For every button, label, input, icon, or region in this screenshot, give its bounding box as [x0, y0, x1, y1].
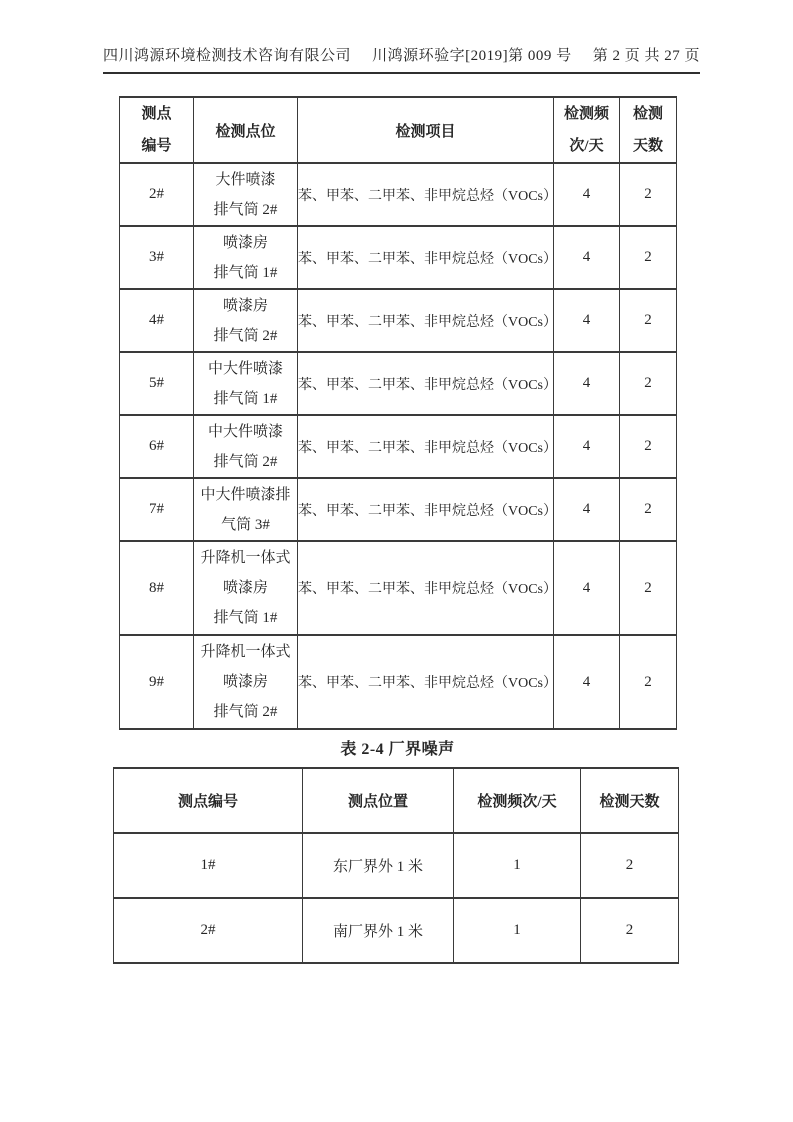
- table-row: [120, 163, 677, 226]
- cell-items: 苯、甲苯、二甲苯、非甲烷总烃（VOCs）: [298, 541, 554, 635]
- cell-days: 2: [620, 352, 677, 415]
- cell-frequency: 4: [554, 635, 620, 729]
- location-line: 喷漆房: [222, 297, 268, 314]
- cell-days: 2: [620, 478, 677, 541]
- cell-days: 2: [581, 833, 679, 898]
- cell-frequency: 1: [454, 898, 581, 963]
- cell-days: 2: [620, 289, 677, 352]
- cell-days: 2: [620, 541, 677, 635]
- monitoring-points-table: [119, 96, 677, 730]
- header-days: [620, 97, 677, 163]
- cell-location: [194, 352, 298, 415]
- cell-point-id: 9#: [120, 635, 194, 729]
- location-line: 气筒 3#: [221, 516, 270, 533]
- header-location: 测点位置: [303, 768, 454, 833]
- header-line: 测点: [141, 106, 172, 122]
- cell-items: 苯、甲苯、二甲苯、非甲烷总烃（VOCs）: [298, 635, 554, 729]
- table-row: [120, 478, 677, 541]
- location-line: 中大件喷漆: [207, 360, 283, 377]
- header-line: 天数: [632, 138, 663, 154]
- cell-items: 苯、甲苯、二甲苯、非甲烷总烃（VOCs）: [298, 226, 554, 289]
- cell-point-id: 5#: [120, 352, 194, 415]
- cell-location: [194, 478, 298, 541]
- location-line: 排气筒 2#: [213, 327, 278, 344]
- table-row: [120, 635, 677, 729]
- cell-point-id: 2#: [114, 898, 303, 963]
- cell-frequency: 4: [554, 226, 620, 289]
- cell-frequency: 1: [454, 833, 581, 898]
- header-line: 检测: [632, 106, 663, 122]
- cell-location: 东厂界外 1 米: [303, 833, 454, 898]
- header-point-id: [120, 97, 194, 163]
- header-items: 检测项目: [298, 97, 554, 163]
- location-line: 中大件喷漆排: [200, 486, 291, 503]
- cell-days: 2: [620, 635, 677, 729]
- cell-frequency: 4: [554, 163, 620, 226]
- location-line: 排气筒 2#: [213, 201, 278, 218]
- table-row: [114, 898, 679, 963]
- header-line: 检测频: [563, 106, 609, 122]
- location-line: 排气筒 1#: [213, 264, 278, 281]
- location-line: 喷漆房: [222, 580, 268, 596]
- location-line: 排气筒 2#: [213, 453, 278, 470]
- cell-days: 2: [620, 163, 677, 226]
- cell-point-id: 7#: [120, 478, 194, 541]
- cell-point-id: 6#: [120, 415, 194, 478]
- cell-frequency: 4: [554, 352, 620, 415]
- header-line: 次/天: [569, 138, 604, 154]
- cell-frequency: 4: [554, 289, 620, 352]
- table-header-row: [120, 97, 677, 163]
- cell-items: 苯、甲苯、二甲苯、非甲烷总烃（VOCs）: [298, 163, 554, 226]
- cell-location: [194, 415, 298, 478]
- header-location: 检测点位: [194, 97, 298, 163]
- cell-point-id: 1#: [114, 833, 303, 898]
- header-point-id: 测点编号: [114, 768, 303, 833]
- cell-frequency: 4: [554, 541, 620, 635]
- cell-days: 2: [581, 898, 679, 963]
- table2-title: 表 2-4 厂界噪声: [340, 741, 455, 758]
- table-row: [114, 833, 679, 898]
- location-line: 升降机一体式: [200, 550, 291, 566]
- table-row: [120, 226, 677, 289]
- header-days: 检测天数: [581, 768, 679, 833]
- header-frequency: 检测频次/天: [454, 768, 581, 833]
- location-line: 大件喷漆: [215, 171, 276, 188]
- boundary-noise-table: [113, 767, 679, 964]
- location-line: 排气筒 1#: [213, 390, 278, 407]
- cell-items: 苯、甲苯、二甲苯、非甲烷总烃（VOCs）: [298, 478, 554, 541]
- table-header-row: [114, 768, 679, 833]
- table-row: [120, 541, 677, 635]
- location-line: 排气筒 2#: [213, 704, 278, 720]
- cell-items: 苯、甲苯、二甲苯、非甲烷总烃（VOCs）: [298, 415, 554, 478]
- header-frequency: [554, 97, 620, 163]
- header-doc-number: 川鸿源环验字[2019]第 009 号: [372, 48, 572, 64]
- cell-point-id: 8#: [120, 541, 194, 635]
- table-row: [120, 352, 677, 415]
- cell-location: [194, 163, 298, 226]
- header-page-info: 第 2 页 共 27 页: [592, 48, 700, 64]
- cell-point-id: 2#: [120, 163, 194, 226]
- header-company: 四川鸿源环境检测技术咨询有限公司: [103, 48, 352, 64]
- cell-location: [194, 635, 298, 729]
- cell-items: 苯、甲苯、二甲苯、非甲烷总烃（VOCs）: [298, 289, 554, 352]
- location-line: 中大件喷漆: [207, 423, 283, 440]
- cell-location: [194, 226, 298, 289]
- cell-location: 南厂界外 1 米: [303, 898, 454, 963]
- page-header: [103, 44, 700, 74]
- table-row: [120, 415, 677, 478]
- location-line: 喷漆房: [222, 674, 268, 690]
- location-line: 排气筒 1#: [213, 610, 278, 626]
- cell-frequency: 4: [554, 415, 620, 478]
- cell-days: 2: [620, 226, 677, 289]
- cell-items: 苯、甲苯、二甲苯、非甲烷总烃（VOCs）: [298, 352, 554, 415]
- header-line: 编号: [141, 138, 172, 154]
- cell-days: 2: [620, 415, 677, 478]
- cell-point-id: 4#: [120, 289, 194, 352]
- cell-location: [194, 541, 298, 635]
- table-row: [120, 289, 677, 352]
- cell-frequency: 4: [554, 478, 620, 541]
- cell-point-id: 3#: [120, 226, 194, 289]
- cell-location: [194, 289, 298, 352]
- location-line: 喷漆房: [222, 234, 268, 251]
- location-line: 升降机一体式: [200, 644, 291, 660]
